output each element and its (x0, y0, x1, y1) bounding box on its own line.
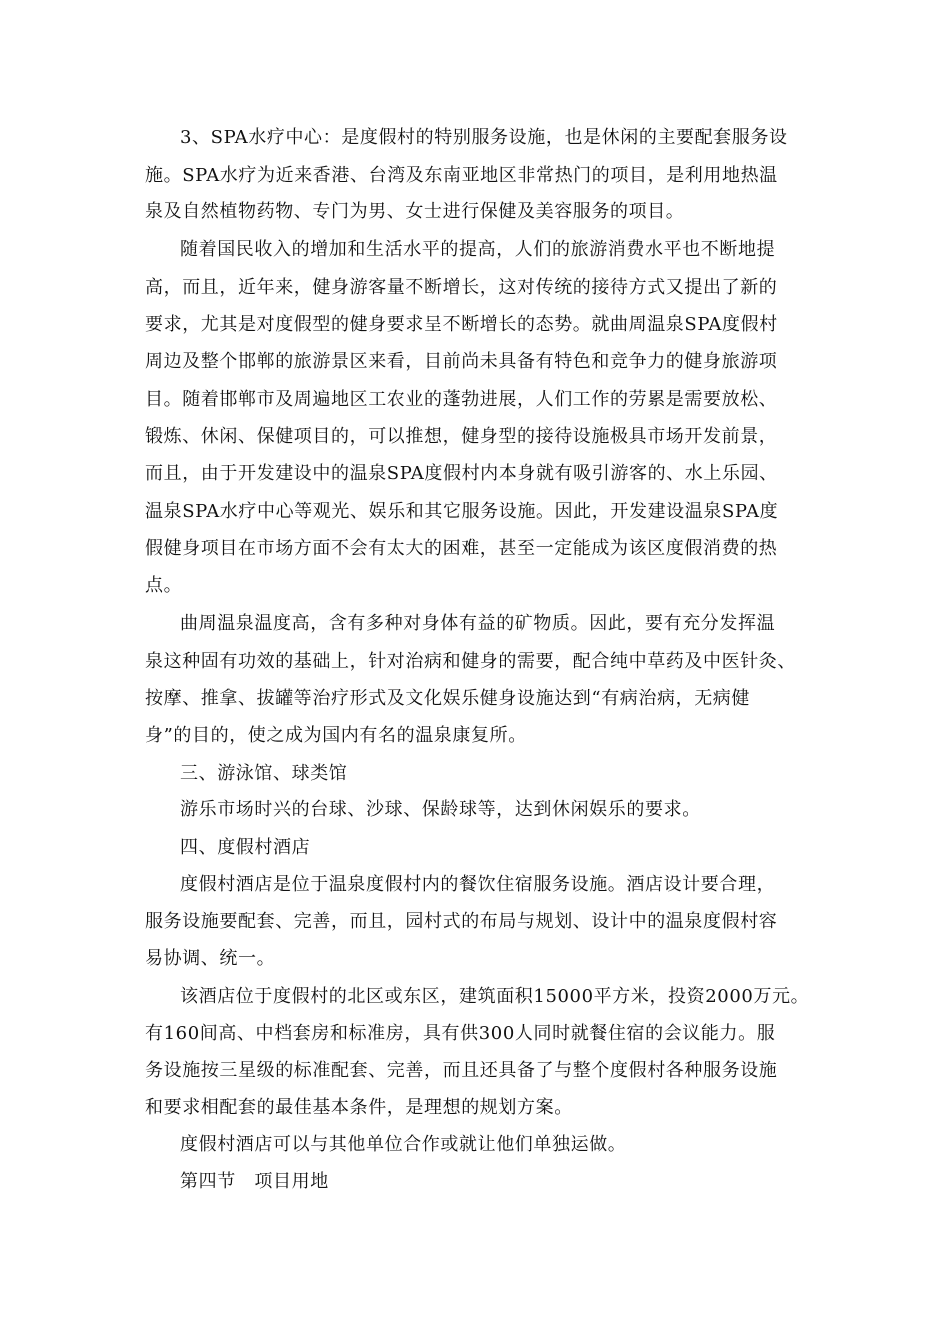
paragraph-line: 服务设施要配套、完善，而且，园村式的布局与规划、设计中的温泉度假村容 (145, 911, 778, 932)
paragraph-line: 目。随着邯郸市及周遍地区工农业的蓬勃进展，人们工作的劳累是需要放松、 (145, 389, 778, 410)
paragraph-line: 高，而且，近年来，健身游客量不断增长，这对传统的接待方式又提出了新的 (145, 277, 778, 298)
paragraph-line: 周边及整个邯郸的旅游景区来看，目前尚未具备有特色和竞争力的健身旅游项 (145, 351, 778, 372)
paragraph-line: 点。 (145, 575, 183, 596)
paragraph-line: 和要求相配套的最佳基本条件，是理想的规划方案。 (145, 1097, 573, 1118)
paragraph-line: 而且，由于开发建设中的温泉SPA度假村内本身就有吸引游客的、水上乐园、 (145, 463, 778, 484)
paragraph-line: 温泉SPA水疗中心等观光、娱乐和其它服务设施。因此，开发建设温泉SPA度 (145, 501, 779, 522)
paragraph-line: 度假村酒店可以与其他单位合作或就让他们单独运做。 (180, 1134, 627, 1155)
paragraph-line: 该酒店位于度假村的北区或东区，建筑面积15000平方米，投资2000万元。 (180, 986, 810, 1007)
paragraph-line: 随着国民收入的增加和生活水平的提高，人们的旅游消费水平也不断地提 (180, 239, 776, 260)
paragraph-line: 泉这种固有功效的基础上，针对治病和健身的需要，配合纯中草药及中医针灸、 (145, 651, 796, 672)
paragraph-line: 要求，尤其是对度假型的健身要求呈不断增长的态势。就曲周温泉SPA度假村 (145, 314, 778, 335)
paragraph-line: 度假村酒店是位于温泉度假村内的餐饮住宿服务设施。酒店设计要合理， (180, 874, 776, 895)
section-heading: 四、度假村酒店 (180, 837, 311, 858)
paragraph-line: 易协调、统一。 (145, 948, 276, 969)
paragraph-line: 3、SPA水疗中心：是度假村的特别服务设施，也是休闲的主要配套服务设 (180, 127, 788, 148)
paragraph-line: 身”的目的，使之成为国内有名的温泉康复所。 (145, 725, 527, 746)
paragraph-line: 按摩、推拿、拔罐等治疗形式及文化娱乐健身设施达到“有病治病，无病健 (145, 688, 750, 709)
paragraph-line: 假健身项目在市场方面不会有太大的困难，甚至一定能成为该区度假消费的热 (145, 538, 778, 559)
paragraph-line: 施。SPA水疗为近来香港、台湾及东南亚地区非常热门的项目，是利用地热温 (145, 165, 778, 186)
paragraph-line: 务设施按三星级的标准配套、完善，而且还具备了与整个度假村各种服务设施 (145, 1060, 778, 1081)
section-heading: 第四节 项目用地 (180, 1171, 329, 1192)
paragraph-line: 有160间高、中档套房和标准房，具有供300人同时就餐住宿的会议能力。服 (145, 1023, 776, 1044)
paragraph-line: 曲周温泉温度高，含有多种对身体有益的矿物质。因此，要有充分发挥温 (180, 613, 776, 634)
paragraph-line: 泉及自然植物药物、专门为男、女士进行保健及美容服务的项目。 (145, 201, 685, 222)
section-heading: 三、游泳馆、球类馆 (180, 763, 348, 784)
paragraph-line: 锻炼、休闲、保健项目的，可以推想，健身型的接待设施极具市场开发前景， (145, 426, 778, 447)
paragraph-line: 游乐市场时兴的台球、沙球、保龄球等，达到休闲娱乐的要求。 (180, 799, 701, 820)
